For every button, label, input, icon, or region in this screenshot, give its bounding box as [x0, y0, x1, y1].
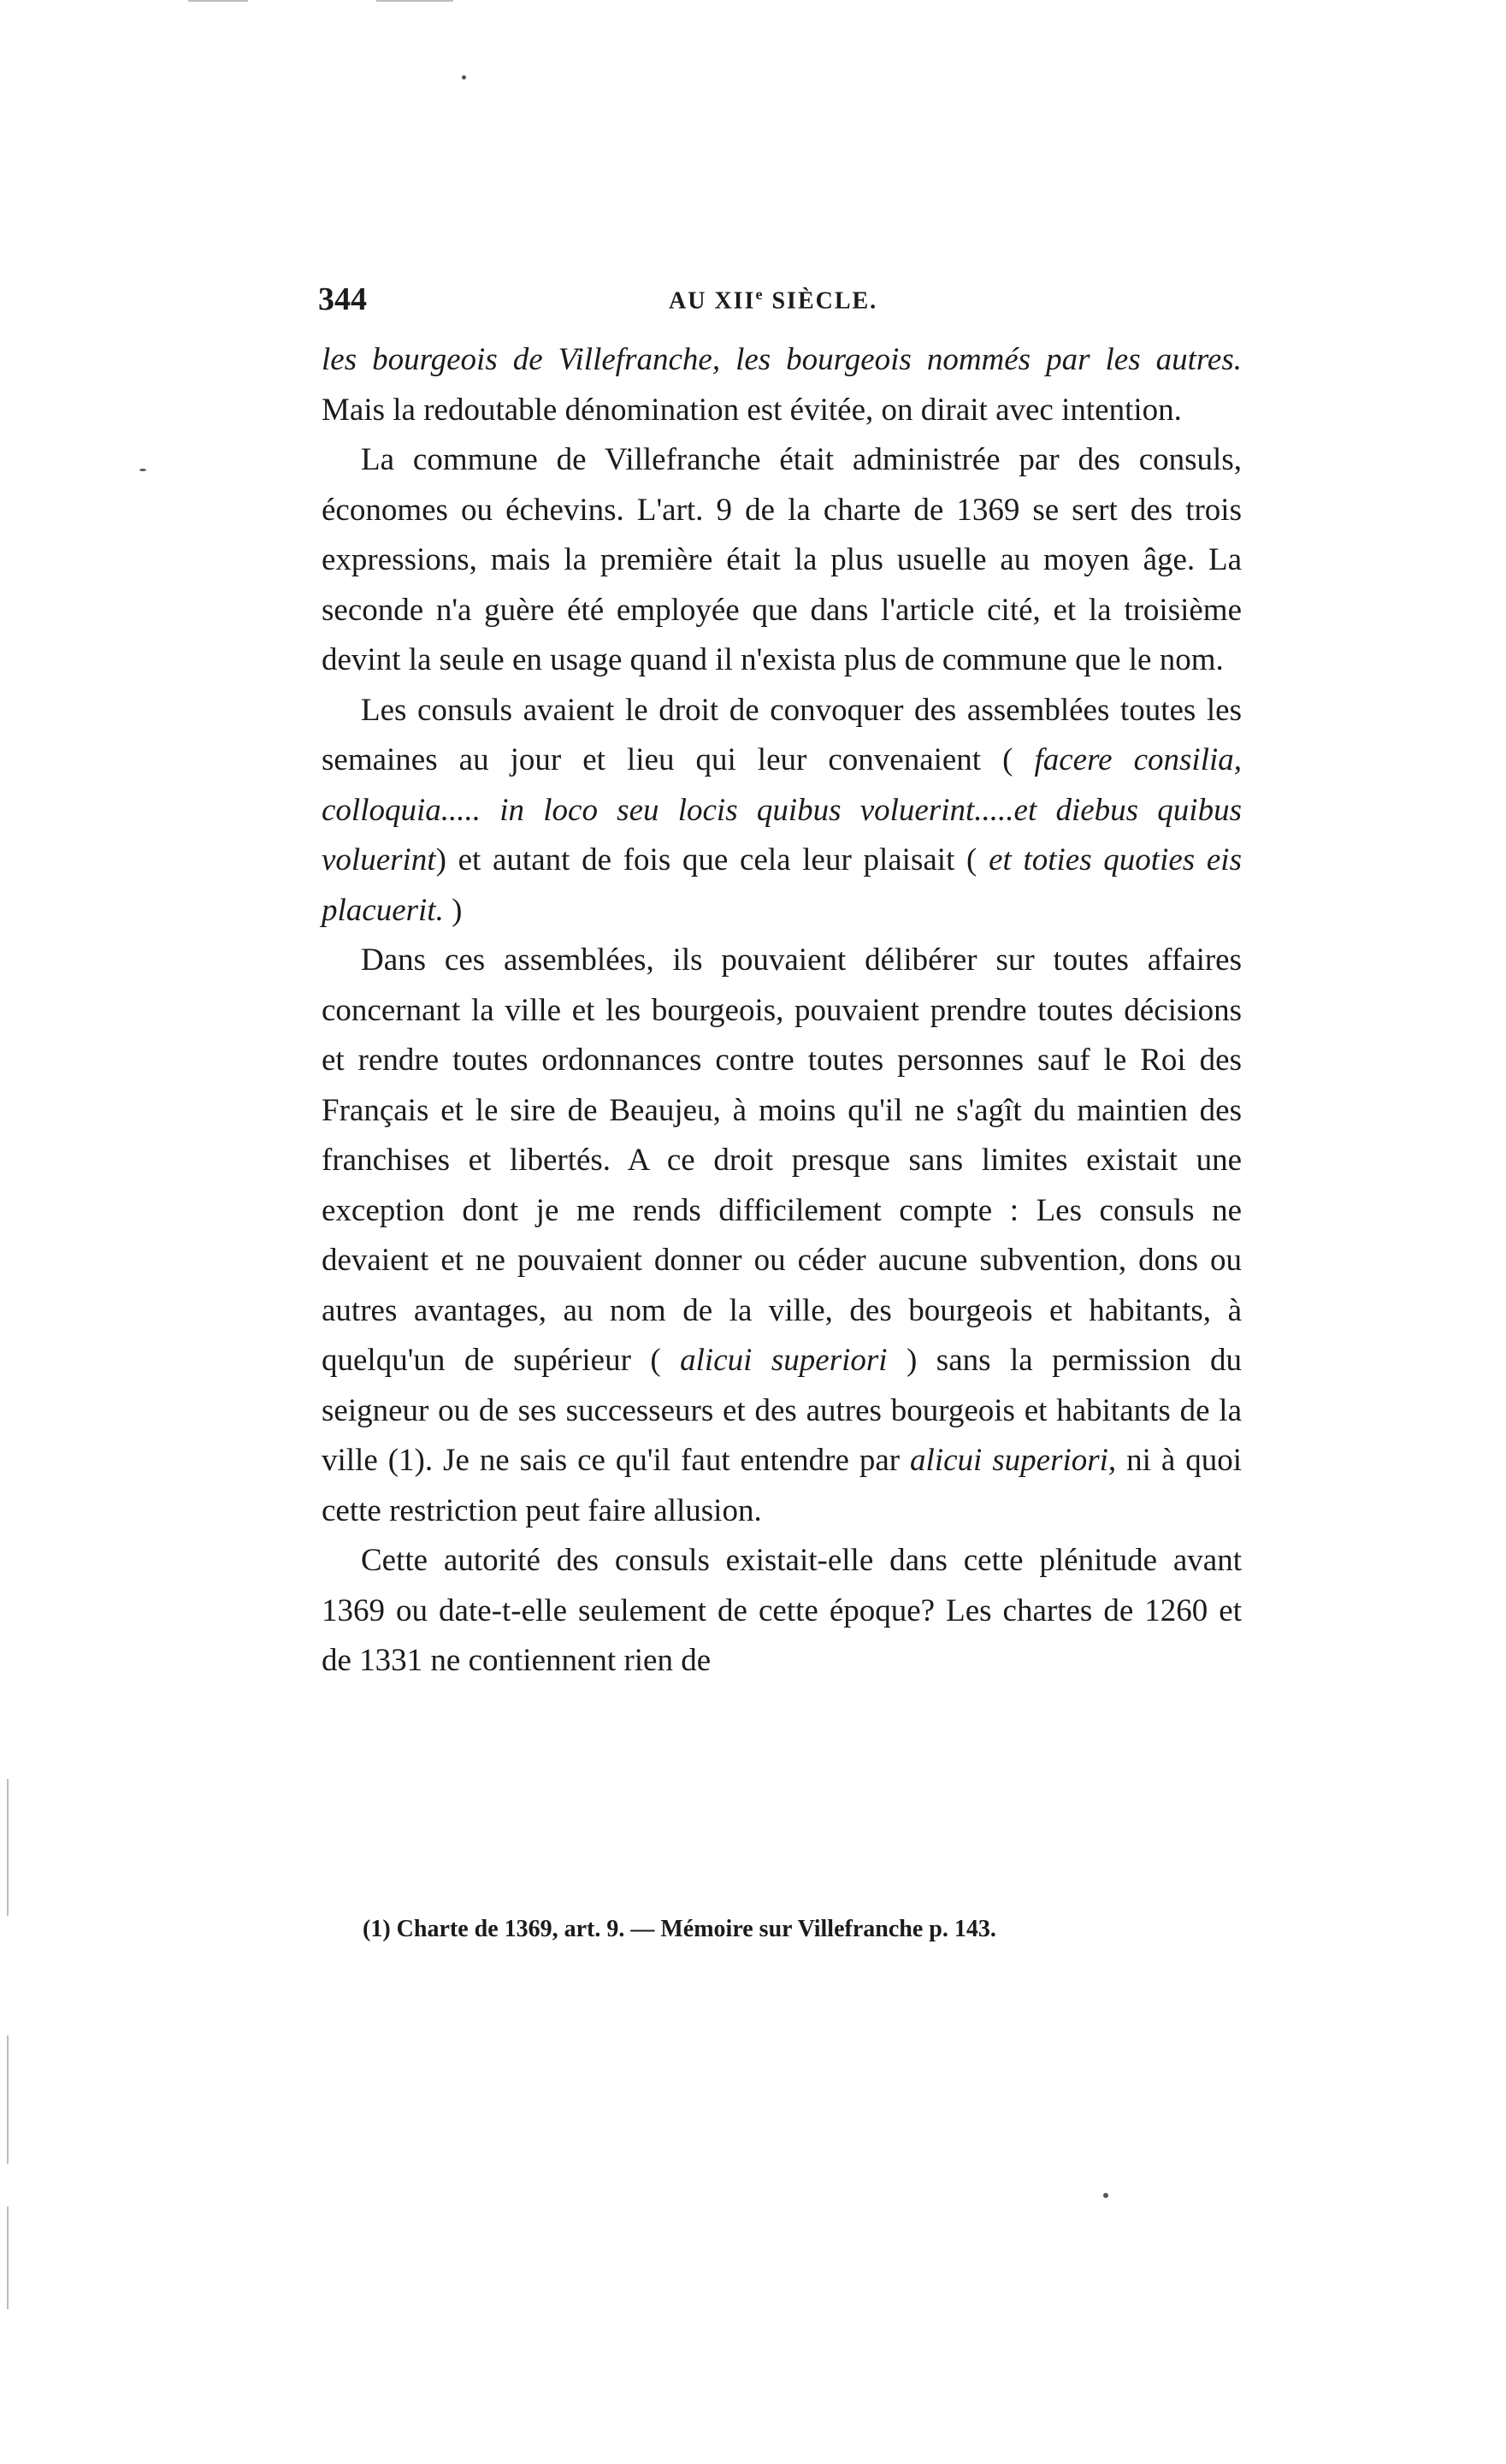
footnote: (1) Charte de 1369, art. 9. — Mémoire sur Villefranche p. 143.: [363, 1916, 996, 1942]
paragraph-4-segment: ) sans la permission du seigneur ou de ses successeurs et des autres bourgeois et habitants de la ville (1). Je ne sais ce qu'il faut entendre par: [322, 1343, 1242, 1478]
paragraph-4-segment: ni à quoi cette restriction peut faire allusion.: [322, 1443, 1242, 1528]
body-text: [322, 335, 1242, 1687]
paragraph-4: [322, 936, 1242, 1536]
paragraph-1-italic-segment: les bourgeois de Villefranche, les bourgeois nommés par les autres.: [322, 342, 1242, 377]
running-head-tail: SIÈCLE.: [764, 287, 878, 315]
paragraph-1-segment: Mais la redoutable dénomination est évitée, on dirait avec intention.: [322, 392, 1182, 428]
paragraph-4-latin-term: alicui superiori,: [910, 1443, 1117, 1478]
paragraph-1: [322, 335, 1242, 435]
ink-speck: [139, 469, 146, 471]
scan-edge-mark-left: [7, 2207, 9, 2309]
scan-edge-mark-left: [7, 1779, 9, 1916]
paragraph-2-segment: La commune de Villefranche était administrée par des consuls, économes ou échevins. L'art. 9 de la charte de 1369 se sert des trois expressions, mais la première était la plus usuelle au moyen âge. La seconde n'a guère été employée que dans l'article cité, et la troisième devint la seule en usage quand il n'exista plus de commune que le nom.: [322, 442, 1242, 677]
paragraph-3-segment: Les consuls avaient le droit de convoquer des assemblées toutes les semaines au jour et lieu qui leur convenaient (: [322, 692, 1242, 777]
paragraph-2: [322, 435, 1242, 686]
paragraph-4-segment: Dans ces assemblées, ils pouvaient délibérer sur toutes affaires concernant la ville et les bourgeois, pouvaient prendre toutes décisions et rendre toutes ordonnances contre toutes personnes sauf le Roi des Français et le sire de Beaujeu, à moins qu'il ne s'agît du maintien des franchises et libertés. A ce droit presque sans limites existait une exception dont je me rends difficilement compte : Les consuls ne devaient et ne pouvaient donner ou céder aucune subvention, dons ou autres avantages, au nom de la ville, des bourgeois et habitants, à quelqu'un de supérieur (: [322, 942, 1242, 1378]
paragraph-3: [322, 686, 1242, 937]
paragraph-5: [322, 1536, 1242, 1687]
running-head-superscript: e: [755, 286, 765, 303]
running-head: [669, 286, 877, 315]
ink-speck: [1103, 2193, 1108, 2198]
page-number: 344: [318, 281, 367, 317]
paragraph-3-latin-quote: facere consilia, colloquia..... in loco seu locis quibus voluerint.....et diebus quibus voluerint: [322, 742, 1242, 877]
paragraph-3-segment: ): [443, 892, 463, 928]
paragraph-5-segment: Cette autorité des consuls existait-elle dans cette plénitude avant 1369 ou date-t-elle seulement de cette époque? Les chartes de 1260 et de 1331 ne contiennent rien de: [322, 1543, 1242, 1678]
running-head-main: AU XII: [669, 287, 756, 315]
scan-edge-mark-top: [376, 0, 453, 2]
page-header: [318, 281, 1250, 323]
paragraph-4-latin-term: alicui superiori: [680, 1343, 888, 1378]
paragraph-3-segment: ) et autant de fois que cela leur plaisait (: [435, 842, 989, 877]
paragraph-3-latin-quote: et toties quoties eis placuerit.: [322, 842, 1242, 928]
scan-edge-mark-left: [7, 2036, 9, 2164]
scan-edge-mark-top: [188, 0, 248, 2]
ink-speck: [462, 75, 466, 80]
